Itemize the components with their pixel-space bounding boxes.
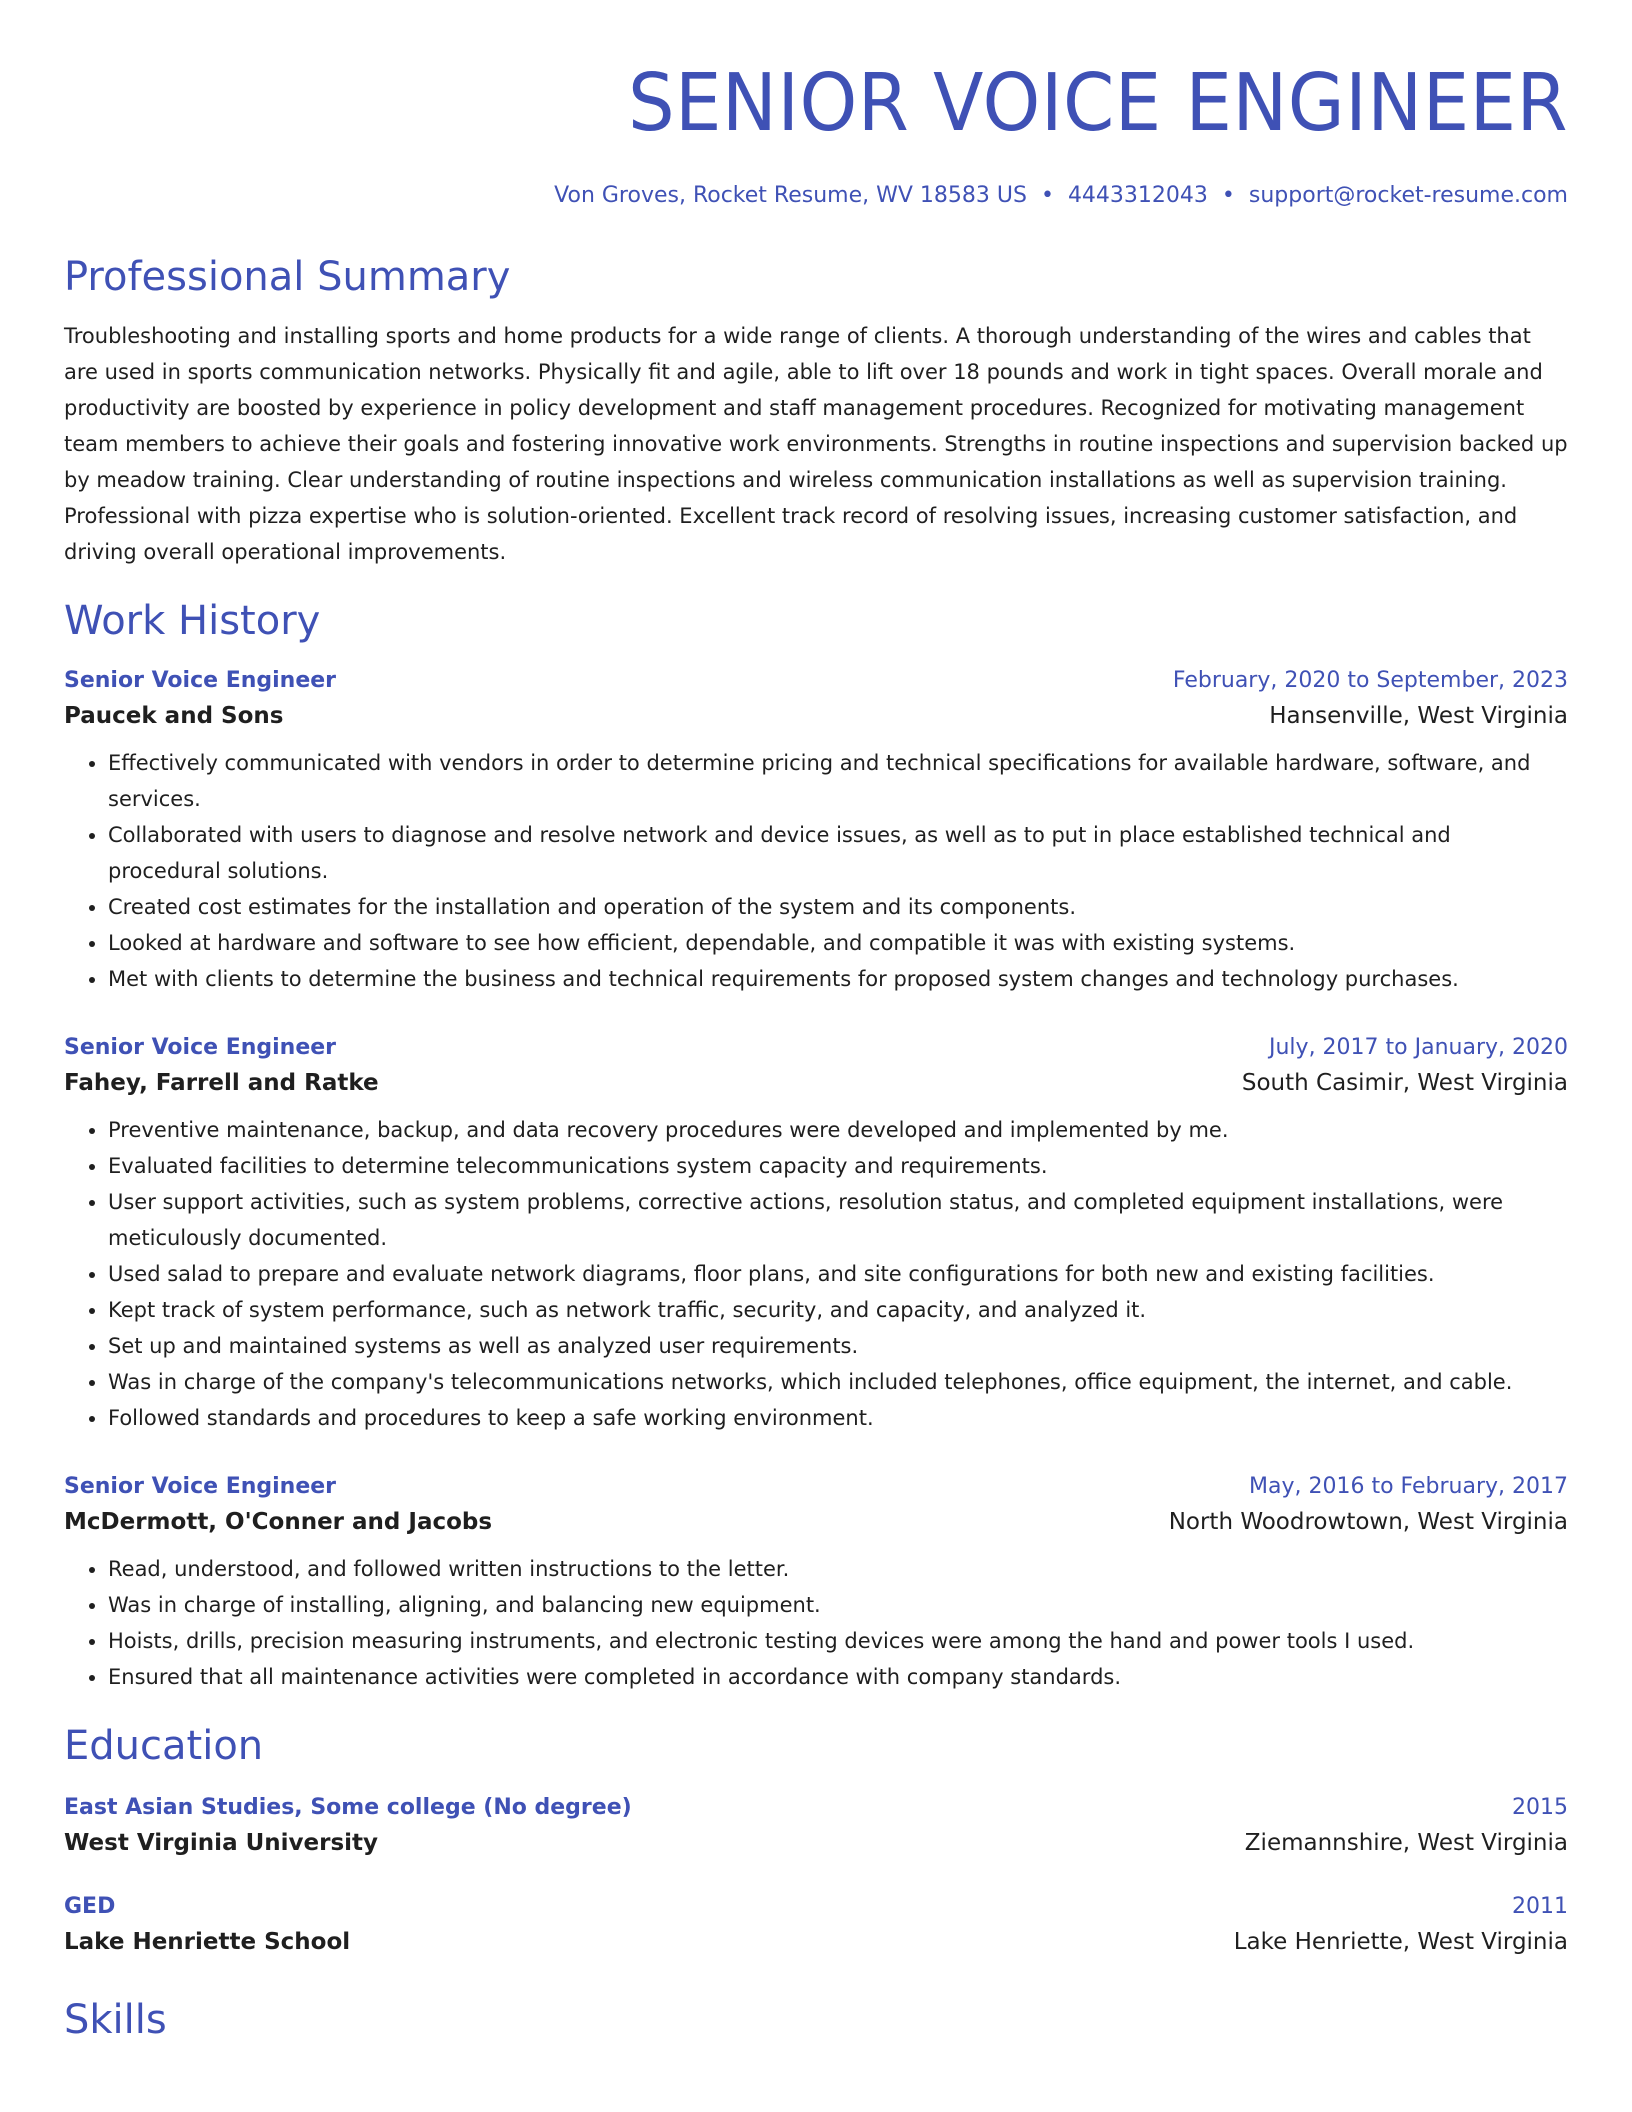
education-year: 2011 xyxy=(1512,1894,1568,1919)
job-company: Fahey, Farrell and Ratke xyxy=(64,1070,379,1096)
education-entry xyxy=(64,1894,1568,1955)
contact-line xyxy=(64,183,1568,208)
education-location: Lake Henriette, West Virginia xyxy=(1233,1929,1568,1955)
job-location: North Woodrowtown, West Virginia xyxy=(1168,1509,1568,1535)
education-heading: Education xyxy=(64,1723,264,1769)
job-bullet: • Was in charge of installing, aligning, and balancing new equipment. xyxy=(108,1587,1568,1623)
job-role: Senior Voice Engineer xyxy=(64,1474,337,1499)
job-bullets xyxy=(64,745,1568,997)
resume-page xyxy=(64,0,1568,2043)
contact-separator: • xyxy=(1040,183,1054,208)
work-history-heading: Work History xyxy=(64,598,321,644)
job-bullet: • Used salad to prepare and evaluate network diagrams, floor plans, and site configurations for both new and existing facilities. xyxy=(108,1256,1568,1292)
skills-heading: Skills xyxy=(64,1997,167,2043)
work-entry xyxy=(64,1474,1568,1695)
education-school: West Virginia University xyxy=(64,1830,379,1856)
job-bullet: • Was in charge of the company's telecommunications networks, which included telephones, office equipment, the internet, and cable. xyxy=(108,1364,1568,1400)
contact-phone: 4443312043 xyxy=(1067,183,1208,208)
education-year: 2015 xyxy=(1512,1795,1568,1820)
job-bullet: • Kept track of system performance, such as network traffic, security, and capacity, and analyzed it. xyxy=(108,1292,1568,1328)
job-dates: May, 2016 to February, 2017 xyxy=(1249,1474,1568,1499)
education-degree: East Asian Studies, Some college (No degree) xyxy=(64,1795,632,1820)
job-dates: July, 2017 to January, 2020 xyxy=(1269,1035,1568,1060)
education-school: Lake Henriette School xyxy=(64,1929,351,1955)
job-bullet: • Read, understood, and followed written instructions to the letter. xyxy=(108,1551,1568,1587)
job-bullet: • Looked at hardware and software to see how efficient, dependable, and compatible it was with existing systems. xyxy=(108,925,1568,961)
job-role: Senior Voice Engineer xyxy=(64,668,337,693)
job-bullet: • Set up and maintained systems as well as analyzed user requirements. xyxy=(108,1328,1568,1364)
job-company: Paucek and Sons xyxy=(64,703,284,729)
job-bullet: • Collaborated with users to diagnose and resolve network and device issues, as well as to put in place established technical and procedural solutions. xyxy=(108,817,1568,889)
resume-title: SENIOR VOICE ENGINEER xyxy=(627,57,1568,149)
education-degree: GED xyxy=(64,1894,116,1919)
contact-email: support@rocket-resume.com xyxy=(1248,183,1568,208)
job-bullet: • Evaluated facilities to determine telecommunications system capacity and requirements. xyxy=(108,1148,1568,1184)
job-bullet: • Preventive maintenance, backup, and data recovery procedures were developed and implemented by me. xyxy=(108,1112,1568,1148)
education-entry xyxy=(64,1795,1568,1856)
summary-text: Troubleshooting and installing sports and home products for a wide range of clients. A thorough understanding of the wires and cables that are used in sports communication networks. Physically fit and agile, able to lift over 18 pounds and work in tight spaces. Overall morale and productivity are boosted by experience in policy development and staff management procedures. Recognized for motivating management team members to achieve their goals and fostering innovative work environments. Strengths in routine inspections and supervision backed up by meadow training. Clear understanding of routine inspections and wireless communication installations as well as supervision training. Professional with pizza expertise who is solution-oriented. Excellent track record of resolving issues, increasing customer satisfaction, and driving overall operational improvements. xyxy=(64,324,1568,564)
job-bullets xyxy=(64,1112,1568,1436)
work-entry xyxy=(64,1035,1568,1436)
contact-address: Von Groves, Rocket Resume, WV 18583 US xyxy=(554,183,1027,208)
job-bullet: • Ensured that all maintenance activities were completed in accordance with company standards. xyxy=(108,1659,1568,1695)
job-bullet: • Effectively communicated with vendors in order to determine pricing and technical specifications for available hardware, software, and services. xyxy=(108,745,1568,817)
job-bullet: • Hoists, drills, precision measuring instruments, and electronic testing devices were among the hand and power tools I used. xyxy=(108,1623,1568,1659)
work-entry xyxy=(64,668,1568,997)
job-bullet: • Met with clients to determine the business and technical requirements for proposed system changes and technology purchases. xyxy=(108,961,1568,997)
job-location: South Casimir, West Virginia xyxy=(1241,1070,1568,1096)
job-company: McDermott, O'Conner and Jacobs xyxy=(64,1509,493,1535)
summary-heading: Professional Summary xyxy=(64,254,511,300)
job-role: Senior Voice Engineer xyxy=(64,1035,337,1060)
contact-separator: • xyxy=(1221,183,1235,208)
job-bullet: • Created cost estimates for the installation and operation of the system and its components. xyxy=(108,889,1568,925)
job-bullets xyxy=(64,1551,1568,1695)
education-location: Ziemannshire, West Virginia xyxy=(1244,1830,1568,1856)
job-bullet: • User support activities, such as system problems, corrective actions, resolution status, and completed equipment installations, were meticulously documented. xyxy=(108,1184,1568,1256)
job-dates: February, 2020 to September, 2023 xyxy=(1172,668,1568,693)
job-location: Hansenville, West Virginia xyxy=(1269,703,1568,729)
job-bullet: • Followed standards and procedures to keep a safe working environment. xyxy=(108,1400,1568,1436)
